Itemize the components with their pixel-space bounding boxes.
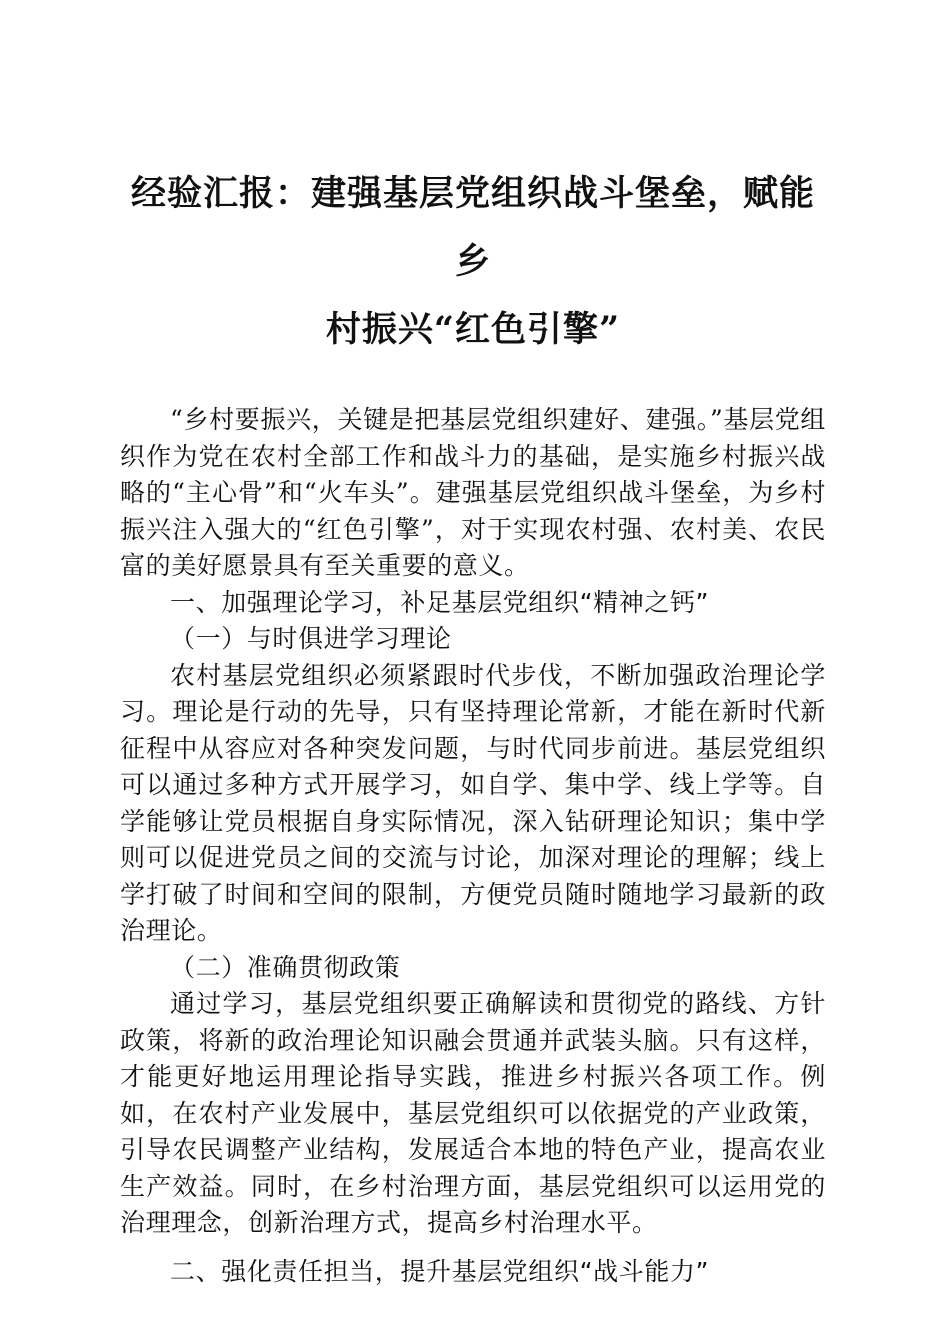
section-1-sub-1-paragraph: 农村基层党组织必须紧跟时代步伐，不断加强政治理论学习。理论是行动的先导，只有坚持理论常新，才能在新时代新征程中从容应对各种突发问题，与时代同步前进。基层党组织可以通过多种方式开展学习，如自学、集中学、线上学等。自学能够让党员根据自身实际情况，深入钻研理论知识；集中学则可以促进党员之间的交流与讨论，加深对理论的理解；线上学打破了时间和空间的限制，方便党员随时随地学习最新的政治理论。 [120,660,826,945]
title-line-1: 经验汇报：建强基层党组织战斗堡垒，赋能乡 [130,173,815,282]
section-1-sub-2-paragraph: 通过学习，基层党组织要正确解读和贯彻党的路线、方针政策，将新的政治理论知识融会贯通并武装头脑。只有这样，才能更好地运用理论指导实践，推进乡村振兴各项工作。例如，在农村产业发展中，基层党组织可以依据党的产业政策，引导农民调整产业结构，发展适合本地的特色产业，提高农业生产效益。同时，在乡村治理方面，基层党组织可以运用党的治理理念，创新治理方式，提高乡村治理水平。 [120,989,826,1237]
document-title [120,160,826,364]
title-line-2: 村振兴“红色引擎” [325,309,621,350]
section-1-subheading-1: （一）与时俱进学习理论 [170,624,452,653]
intro-paragraph: “乡村要振兴，关键是把基层党组织建好、建强。”基层党组织作为党在农村全部工作和战斗力的基础，是实施乡村振兴战略的“主心骨”和“火车头”。建强基层党组织战斗堡垒，为乡村振兴注入强大的“红色引擎”，对于实现农村强、农村美、农民富的美好愿景具有至关重要的意义。 [120,405,826,580]
section-1-heading: 一、加强理论学习，补足基层党组织“精神之钙” [170,587,710,617]
section-2-heading: 二、强化责任担当，提升基层党组织“战斗能力” [170,1256,710,1286]
document-page [120,160,826,1290]
section-1-subheading-2: （二）准确贯彻政策 [170,952,401,982]
